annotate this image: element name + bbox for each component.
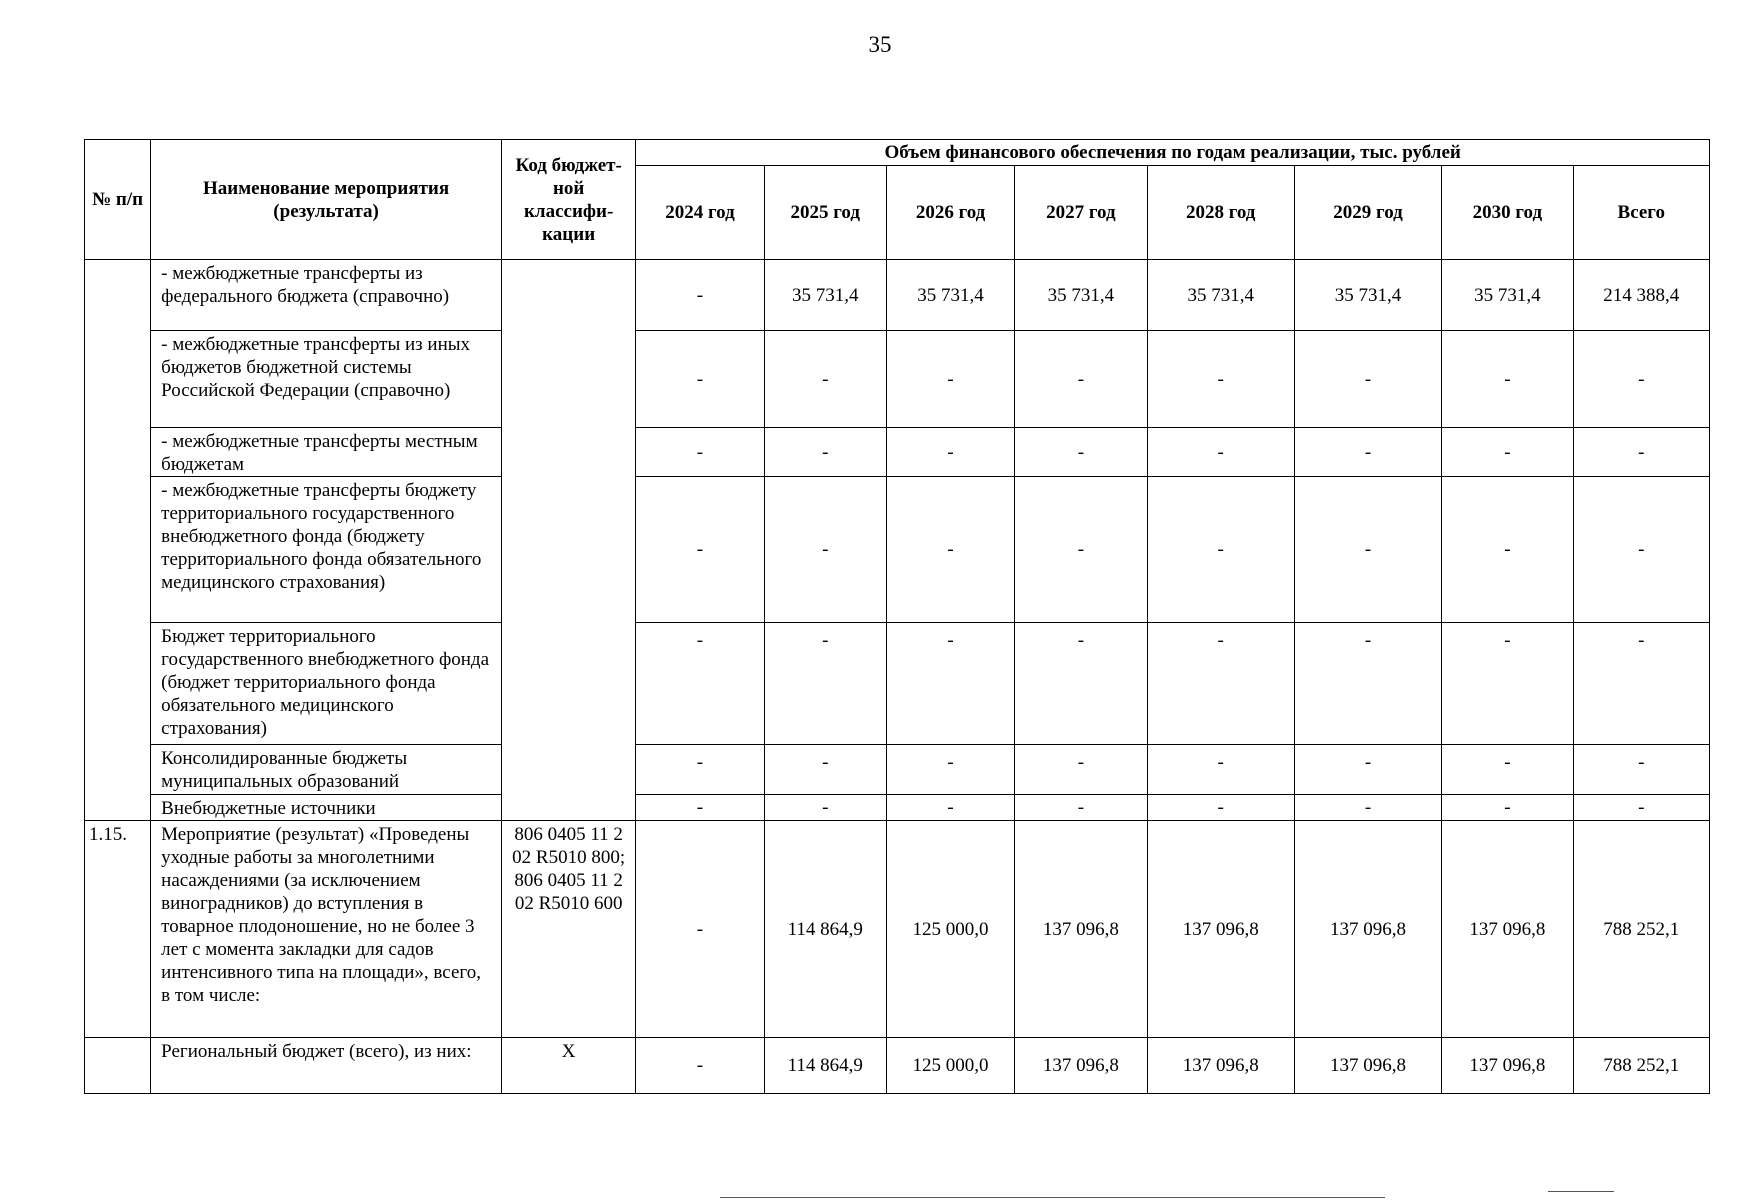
row-value-2025: - <box>764 795 886 821</box>
row-value-2030: - <box>1442 331 1573 428</box>
row-value-2026: 35 731,4 <box>886 260 1014 331</box>
row-value-2025: - <box>764 331 886 428</box>
row-value-2025: - <box>764 428 886 477</box>
row-value-2030: - <box>1442 477 1573 623</box>
row-value-total: - <box>1573 795 1709 821</box>
header-name: Наименование мероприятия (результата) <box>151 140 502 260</box>
footer-rule <box>720 1197 1385 1198</box>
row-value-2025: 35 731,4 <box>764 260 886 331</box>
row-value-2024: - <box>636 745 764 795</box>
row-code <box>502 260 636 821</box>
row-value-2029: 137 096,8 <box>1294 1038 1441 1094</box>
row-name: Внебюджетные источники <box>151 795 502 821</box>
row-value-2026: 125 000,0 <box>886 821 1014 1038</box>
row-value-2028: 137 096,8 <box>1147 1038 1294 1094</box>
row-value-2027: - <box>1015 795 1147 821</box>
row-name: - межбюджетные трансферты бюджету территориального государственного внебюджетного фонда (бюджету территориального фонда обязательного медицинского страхования) <box>151 477 502 623</box>
row-value-2028: - <box>1147 477 1294 623</box>
row-value-2027: - <box>1015 428 1147 477</box>
row-value-2028: - <box>1147 623 1294 745</box>
page-number: 35 <box>868 32 892 57</box>
row-value-2025: 114 864,9 <box>764 1038 886 1094</box>
row-value-2025: - <box>764 623 886 745</box>
footer-rule-short <box>1548 1191 1614 1192</box>
row-value-2025: - <box>764 745 886 795</box>
row-value-2029: - <box>1294 623 1441 745</box>
row-name: - межбюджетные трансферты из иных бюджетов бюджетной системы Российской Федерации (справочно) <box>151 331 502 428</box>
row-value-2029: - <box>1294 745 1441 795</box>
row-value-2026: - <box>886 745 1014 795</box>
row-name: Консолидированные бюджеты муниципальных образований <box>151 745 502 795</box>
row-value-2030: - <box>1442 623 1573 745</box>
row-value-2024: - <box>636 260 764 331</box>
row-value-total: - <box>1573 477 1709 623</box>
table-row <box>85 477 1710 623</box>
row-value-2024: - <box>636 1038 764 1094</box>
row-value-2028: - <box>1147 331 1294 428</box>
row-value-total: 788 252,1 <box>1573 821 1709 1038</box>
table-row <box>85 260 1710 331</box>
header-year-2025: 2025 год <box>764 166 886 260</box>
row-value-2028: - <box>1147 745 1294 795</box>
row-value-2026: 125 000,0 <box>886 1038 1014 1094</box>
row-value-2024: - <box>636 623 764 745</box>
row-value-total: - <box>1573 331 1709 428</box>
row-value-2024: - <box>636 428 764 477</box>
row-value-2027: - <box>1015 623 1147 745</box>
row-value-2027: - <box>1015 745 1147 795</box>
row-name: Бюджет территориального государственного внебюджетного фонда (бюджет территориального фонда обязательного медицинского страхования) <box>151 623 502 745</box>
row-value-2029: - <box>1294 477 1441 623</box>
row-value-2028: 137 096,8 <box>1147 821 1294 1038</box>
row-value-2029: 35 731,4 <box>1294 260 1441 331</box>
row-value-2030: 137 096,8 <box>1442 1038 1573 1094</box>
table-row <box>85 428 1710 477</box>
row-name: Региональный бюджет (всего), из них: <box>151 1038 502 1094</box>
header-year-2030: 2030 год <box>1442 166 1573 260</box>
header-year-2027: 2027 год <box>1015 166 1147 260</box>
row-value-2027: 137 096,8 <box>1015 1038 1147 1094</box>
row-num: 1.15. <box>85 821 151 1038</box>
row-value-2025: 114 864,9 <box>764 821 886 1038</box>
row-value-2030: 137 096,8 <box>1442 821 1573 1038</box>
row-num <box>85 260 151 821</box>
row-value-2026: - <box>886 477 1014 623</box>
row-value-2025: - <box>764 477 886 623</box>
row-value-total: - <box>1573 745 1709 795</box>
table-row <box>85 623 1710 745</box>
row-value-2026: - <box>886 795 1014 821</box>
row-name: Мероприятие (результат) «Проведены уходные работы за многолетними насаждениями (за исключением виноградников) до вступления в товарное плодоношение, но не более 3 лет с момента закладки для садов интенсивного типа на площади», всего, в том числе: <box>151 821 502 1038</box>
row-value-2026: - <box>886 623 1014 745</box>
row-value-2029: - <box>1294 428 1441 477</box>
table-row <box>85 795 1710 821</box>
row-value-total: 788 252,1 <box>1573 1038 1709 1094</box>
row-name: - межбюджетные трансферты из федерального бюджета (справочно) <box>151 260 502 331</box>
row-value-2028: 35 731,4 <box>1147 260 1294 331</box>
row-value-2024: - <box>636 477 764 623</box>
header-year-2028: 2028 год <box>1147 166 1294 260</box>
header-year-2026: 2026 год <box>886 166 1014 260</box>
row-value-2024: - <box>636 795 764 821</box>
header-volume: Объем финансового обеспечения по годам реализации, тыс. рублей <box>636 140 1710 166</box>
table-row <box>85 331 1710 428</box>
row-value-2024: - <box>636 821 764 1038</box>
header-year-2029: 2029 год <box>1294 166 1441 260</box>
row-value-2030: - <box>1442 745 1573 795</box>
row-value-total: - <box>1573 428 1709 477</box>
row-value-2024: - <box>636 331 764 428</box>
row-value-total: 214 388,4 <box>1573 260 1709 331</box>
row-value-2027: - <box>1015 331 1147 428</box>
table-row <box>85 821 1710 1038</box>
row-value-2027: - <box>1015 477 1147 623</box>
header-code: Код бюджет-ной классифи-кации <box>502 140 636 260</box>
row-value-2027: 35 731,4 <box>1015 260 1147 331</box>
row-value-2026: - <box>886 428 1014 477</box>
row-value-2030: - <box>1442 795 1573 821</box>
header-total: Всего <box>1573 166 1709 260</box>
row-value-2028: - <box>1147 428 1294 477</box>
row-value-2030: 35 731,4 <box>1442 260 1573 331</box>
row-value-total: - <box>1573 623 1709 745</box>
table-row <box>85 1038 1710 1094</box>
header-year-2024: 2024 год <box>636 166 764 260</box>
row-value-2029: - <box>1294 795 1441 821</box>
row-value-2027: 137 096,8 <box>1015 821 1147 1038</box>
table-row <box>85 745 1710 795</box>
row-value-2029: - <box>1294 331 1441 428</box>
header-num: № п/п <box>85 140 151 260</box>
row-value-2029: 137 096,8 <box>1294 821 1441 1038</box>
row-value-2030: - <box>1442 428 1573 477</box>
row-name: - межбюджетные трансферты местным бюджетам <box>151 428 502 477</box>
row-value-2028: - <box>1147 795 1294 821</box>
row-num <box>85 1038 151 1094</box>
row-value-2026: - <box>886 331 1014 428</box>
row-code: X <box>502 1038 636 1094</box>
budget-table <box>84 139 1710 1094</box>
row-code: 806 0405 11 2 02 R5010 800; 806 0405 11 2 02 R5010 600 <box>502 821 636 1038</box>
